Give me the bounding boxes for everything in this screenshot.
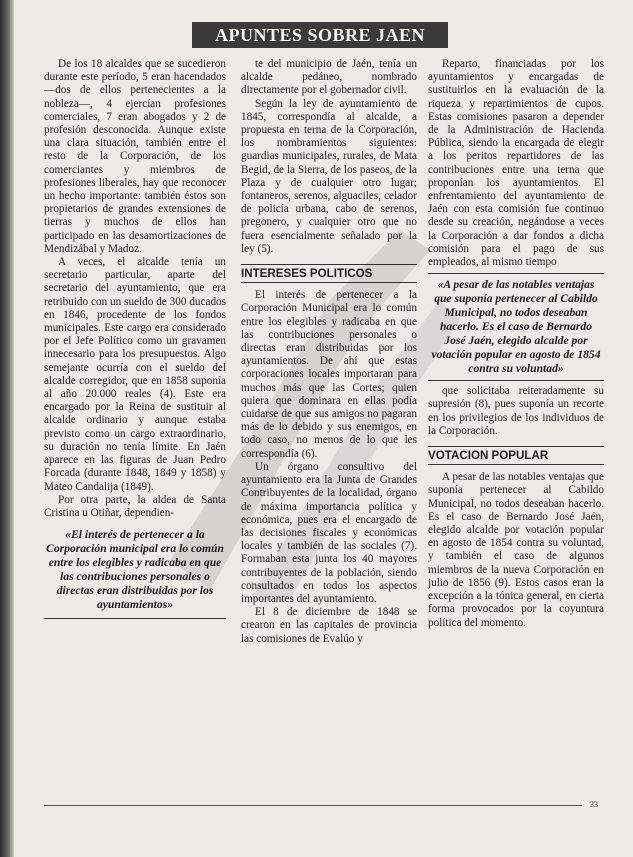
footer-rule bbox=[44, 805, 582, 806]
pull-quote: «A pesar de las notables ventajas que suponía pertenecer al Cabildo Municipal, no todos deseaban hacerlo. Es el caso de Bernardo José Jaén, elegido alcalde por votación popular en agosto de 1854 contra su voluntad» bbox=[428, 273, 604, 381]
paragraph: De los 18 alcaldes que se sucedieron durante este período, 5 eran hacendados —dos de ellos pertenecientes a la nobleza—, 4 ejercían profesiones comerciales, 7 eran abogados y 2 de profesión desconocida. Aunque existe una clara situación, también entre el resto de la Corporación, de los comerciantes y miembros de profesiones liberales, hay que reconocer un hecho importante: también éstos son propietarios de grandes extensiones de tierras y muchos de ellos han participado en las desamortizaciones de Mendizábal y Madoz. bbox=[44, 58, 226, 255]
paragraph: Reparto, financiadas por los ayuntamientos y encargadas de sustituirlos en la evaluación de la riqueza y repartimientos de cupos. Estas comisiones pasaron a depender de la Administración de Hacienda Pública, siendo la encargada de elegir a los peritos repartidores de las contribuciones entre una terna que proponían los ayuntamientos. El enfrentamiento del ayuntamiento de Jaén con esta comisión fue continuo desde su creación, negándose a veces la Corporación a dar fondos a dicha comisión para el pago de sus empleados, al mismo tiempo bbox=[428, 58, 604, 269]
section-heading: INTERESES POLITICOS bbox=[241, 264, 417, 283]
book-binding-shadow bbox=[0, 0, 14, 857]
section-heading: VOTACION POPULAR bbox=[428, 446, 604, 465]
column-1 bbox=[44, 58, 226, 619]
paragraph: te del municipio de Jaén, tenía un alcalde pedáneo, nombrado directamente por el gobernador civil. bbox=[241, 58, 417, 97]
paragraph: Un órgano consultivo del ayuntamiento era la Junta de Grandes Contribuyentes de la localidad, órgano de máxima importancia política y económica, pues era el encargado de las decisiones fiscales y económicas locales y también de las sociales (7). Formaban esta junta los 40 mayores contribuyentes de la población, siendo consultados en todos los aspectos importantes del ayuntamiento. bbox=[241, 460, 417, 605]
paragraph: A pesar de las notables ventajas que suponía pertenecer al Cabildo Municipal, no todos deseaban hacerlo. Es el caso de Bernardo José Jaén, elegido alcalde por votación popular en agosto de 1854 contra su voluntad, y también el caso de algunos miembros de la nueva Corporación en julio de 1856 (9). Estos casos eran la excepción a la tónica general, en cierta forma provocados por la coyuntura política del momento. bbox=[428, 471, 604, 629]
column-2 bbox=[241, 58, 417, 646]
page-title: APUNTES SOBRE JAEN bbox=[192, 22, 448, 48]
column-3 bbox=[428, 58, 604, 630]
paragraph: El 8 de diciembre de 1848 se crearon en las capitales de provincia las comisiones de Evalúo y bbox=[241, 606, 417, 645]
paragraph: Por otra parte, la aldea de Santa Cristina u Otiñar, dependien- bbox=[44, 493, 226, 519]
page-number: 33 bbox=[590, 800, 598, 809]
pull-quote: «El interés de pertenecer a la Corporación municipal era lo común entre los elegibles y radicaba en que las contribuciones personales o directas eran distribuidas por los ayuntamientos» bbox=[44, 528, 226, 619]
paragraph: que solicitaba reiteradamente su supresión (8), pues suponía un recorte en los privilegios de los individuos de la Corporación. bbox=[428, 385, 604, 437]
paragraph: Según la ley de ayuntamiento de 1845, correspondía al alcalde, a propuesta en terna de la Corporación, los nombramientos siguientes: guardias municipales, rurales, de Mata Begid, de la Sierra, de los paseos, de la Plaza y de cualquier otro lugar; fontaneros, serenos, alguaciles, celador de policía urbana, cabo de serenos, pregonero, y cualquier otro que no fuera esencialmente señalado por la ley (5). bbox=[241, 97, 417, 255]
paragraph: El interés de pertenecer a la Corporación Municipal era lo común entre los elegibles y radicaba en que las contribuciones personales o directas eran distribuidas por los ayuntamientos. De ahí que estas corporaciones locales importaran para muchos más que las Cortes; quien quiera que dominara en ellas podía cuidarse de que sus amigos no pagaran más de lo debido y sus enemigos, en todo caso, no menos de lo que les correspondía (6). bbox=[241, 289, 417, 460]
paragraph: A veces, el alcalde tenía un secretario particular, aparte del secretario del ayuntamiento, que era retribuido con un sueldo de 300 ducados en 1846, procedente de los fondos municipales. Este cargo era considerado por el Jefe Político como un gravamen innecesario para los presupuestos. Algo semejante ocurría con el sueldo del alcalde corregidor, que en 1858 suponía al año 20.000 reales (4). Este era encargado por la Reina de sustituir al alcalde ordinario y aunque estaba previsto como un cargo extraordinario, su duración no tenía límite. En Jaén aparece en las figuras de Juan Pedro Forcada (durante 1848, 1849 y 1858) y Mateo Candalija (1849). bbox=[44, 256, 226, 493]
